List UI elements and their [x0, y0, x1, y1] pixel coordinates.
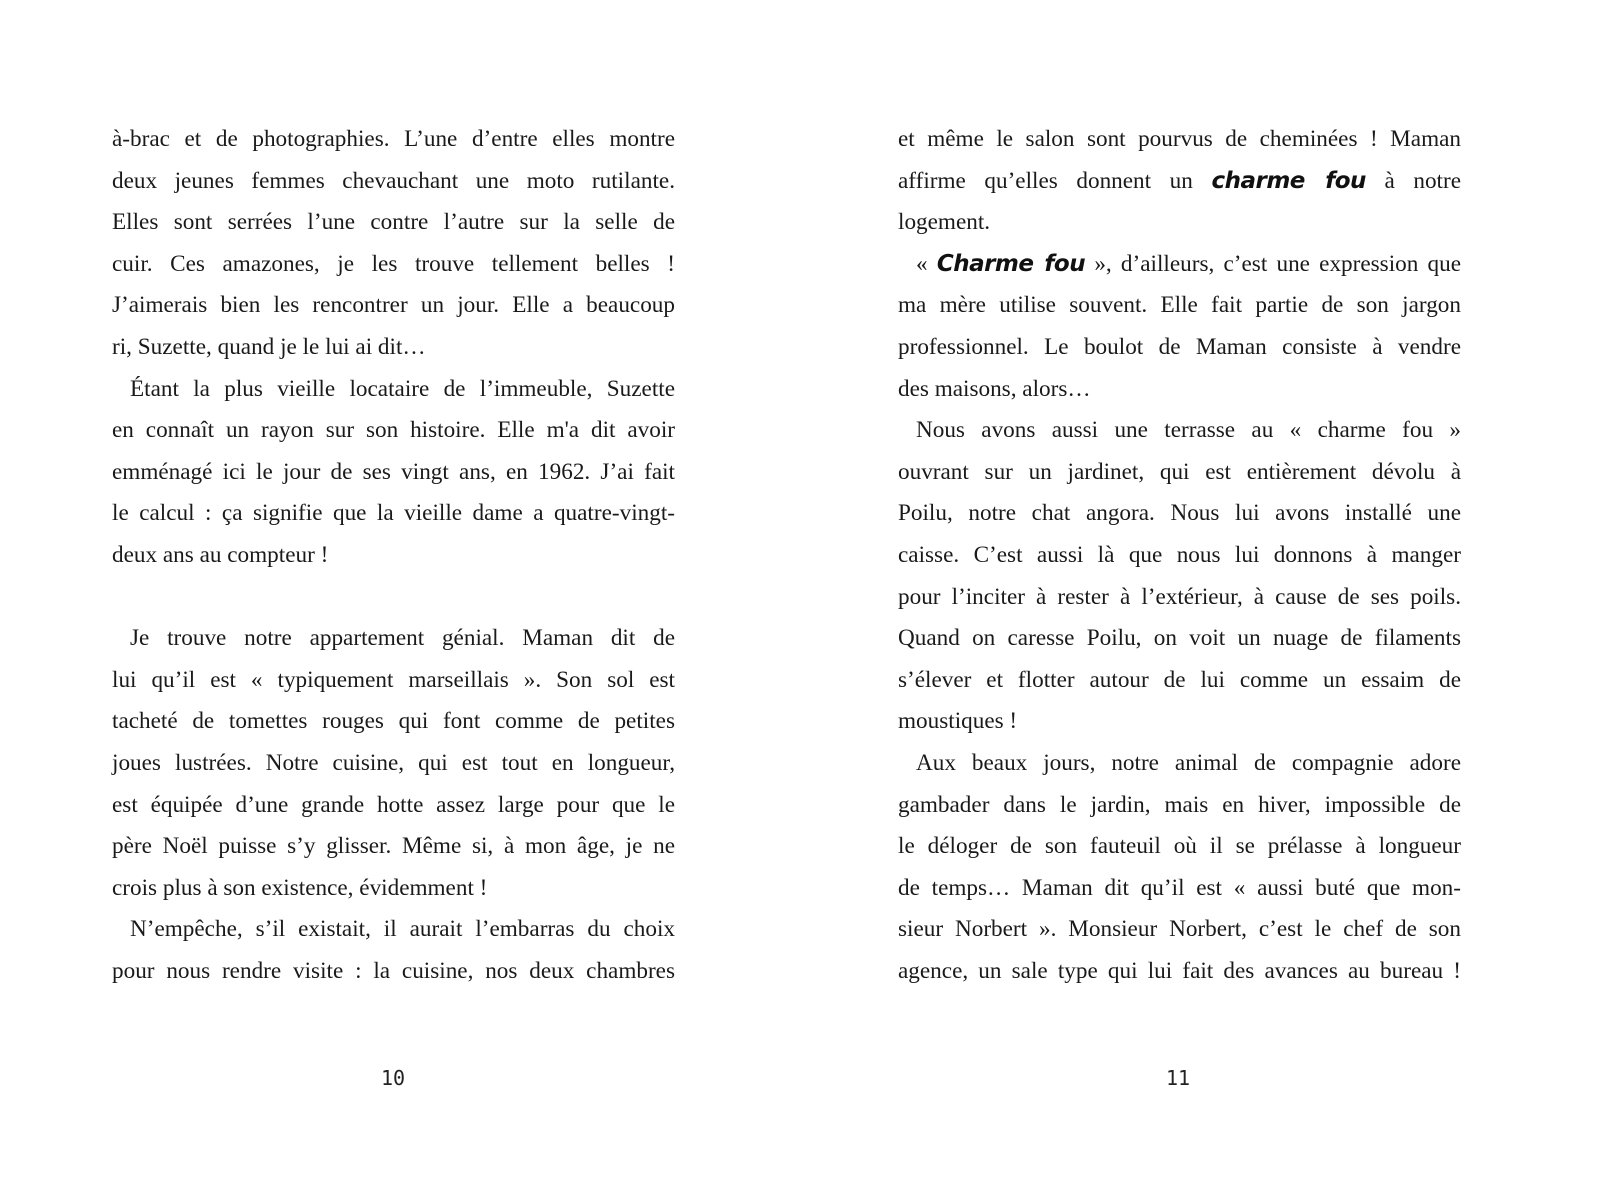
- text-line: Nous avons aussi une terrasse au « charme fou »: [916, 417, 1461, 444]
- text-line: cuir. Ces amazones, je les trouve tellement belles !: [112, 250, 675, 277]
- text-line: logement.: [898, 209, 991, 236]
- paragraph: [898, 244, 1461, 410]
- text-line: tacheté de tomettes rouges qui font comme de petites: [112, 708, 675, 735]
- text-fragment: affirme qu’elles donnent un: [898, 167, 1193, 194]
- text-fragment: », d’ailleurs, c’est une expression que: [1094, 250, 1462, 277]
- text-line: deux jeunes femmes chevauchant une moto rutilante.: [112, 167, 675, 194]
- text-line: ouvrant sur un jardinet, qui est entièrement dévolu à: [898, 458, 1461, 485]
- text-line: agence, un sale type qui lui fait des avances au bureau !: [898, 957, 1461, 984]
- handwritten-phrase: Charme fou: [936, 250, 1086, 277]
- left-page: [112, 119, 675, 992]
- page-number: 10: [380, 1066, 406, 1090]
- text-line: ri, Suzette, quand je le lui ai dit…: [112, 333, 426, 360]
- text-line: Poilu, notre chat angora. Nous lui avons installé une: [898, 500, 1461, 527]
- text-line: [898, 161, 1461, 203]
- text-fragment: à notre: [1384, 167, 1462, 194]
- text-line: de temps… Maman dit qu’il est « aussi buté que mon-: [898, 874, 1461, 901]
- text-line: lui qu’il est « typiquement marseillais ». Son sol est: [112, 666, 675, 693]
- paragraph: [898, 410, 1461, 743]
- text-line: pour nous rendre visite : la cuisine, nos deux chambres: [112, 957, 675, 984]
- text-line: emménagé ici le jour de ses vingt ans, en 1962. J’ai fait: [112, 458, 675, 485]
- text-line: Je trouve notre appartement génial. Maman dit de: [130, 625, 675, 652]
- text-line: le déloger de son fauteuil où il se prélasse à longueur: [898, 833, 1461, 860]
- text-line: gambader dans le jardin, mais en hiver, impossible de: [898, 791, 1461, 818]
- text-line: sieur Norbert ». Monsieur Norbert, c’est le chef de son: [898, 916, 1461, 943]
- text-line: des maisons, alors…: [898, 375, 1091, 402]
- paragraph: [112, 909, 675, 992]
- paragraph: [898, 119, 1461, 244]
- text-line: à-brac et de photographies. L’une d’entre elles montre: [112, 126, 675, 152]
- text-line: pour l’inciter à rester à l’extérieur, à cause de ses poils.: [898, 583, 1461, 610]
- text-line: père Noël puisse s’y glisser. Même si, à mon âge, je ne: [112, 833, 675, 860]
- text-fragment: «: [916, 250, 928, 277]
- handwritten-phrase: charme fou: [1211, 167, 1366, 194]
- right-page: [898, 119, 1461, 992]
- text-line: joues lustrées. Notre cuisine, qui est tout en longueur,: [112, 749, 675, 776]
- text-line: Aux beaux jours, notre animal de compagnie adore: [916, 749, 1461, 776]
- text-line: Quand on caresse Poilu, on voit un nuage de filaments: [898, 625, 1461, 652]
- text-line: s’élever et flotter autour de lui comme un essaim de: [898, 666, 1461, 693]
- text-line: J’aimerais bien les rencontrer un jour. Elle a beaucoup: [112, 292, 675, 319]
- text-line: moustiques !: [898, 708, 1018, 735]
- text-line: caisse. C’est aussi là que nous lui donnons à manger: [898, 541, 1461, 568]
- text-line: le calcul : ça signifie que la vieille dame a quatre-vingt-: [112, 500, 675, 527]
- text-line: en connaît un rayon sur son histoire. Elle m'a dit avoir: [112, 417, 675, 444]
- text-line: professionnel. Le boulot de Maman consiste à vendre: [898, 333, 1461, 360]
- text-line: [898, 244, 1461, 286]
- page-number: 11: [1165, 1066, 1191, 1090]
- text-line: N’empêche, s’il existait, il aurait l’embarras du choix: [130, 916, 675, 943]
- paragraph: [112, 369, 675, 577]
- text-line: deux ans au compteur !: [112, 541, 329, 568]
- paragraph: [112, 618, 675, 909]
- text-line: ma mère utilise souvent. Elle fait partie de son jargon: [898, 292, 1461, 319]
- paragraph: [898, 743, 1461, 993]
- text-line: Étant la plus vieille locataire de l’immeuble, Suzette: [130, 375, 675, 402]
- text-line: et même le salon sont pourvus de cheminées ! Maman: [898, 126, 1461, 152]
- text-line: crois plus à son existence, évidemment !: [112, 874, 488, 901]
- text-line: Elles sont serrées l’une contre l’autre sur la selle de: [112, 209, 675, 236]
- paragraph: [112, 119, 675, 369]
- text-line: est équipée d’une grande hotte assez large pour que le: [112, 791, 675, 818]
